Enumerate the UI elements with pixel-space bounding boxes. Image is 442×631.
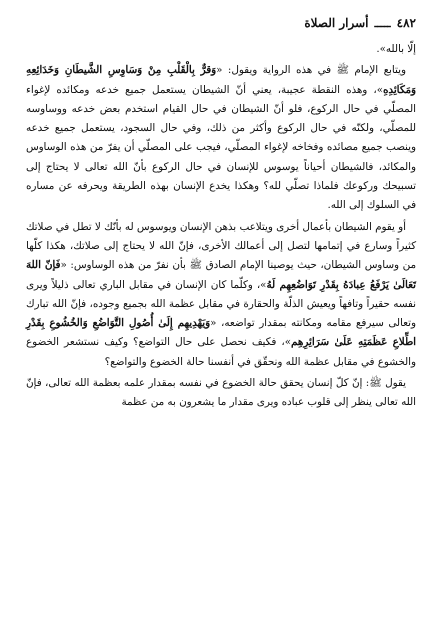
book-title: أسرار الصلاة [304,16,369,30]
page-header [26,14,416,32]
body-text: يقول ﷺ: إنّ كلّ إنسان يحقق حالة الخضوع في نفسه بمقدار علمه بعظمة الله تعالى، فإنّ الله تعالى ينظر إلى قلوب عباده ويرى مقدار ما يشعرون به من عظمة [26,377,416,409]
quote-text: وَقرٌّ بِالْقَلْبِ مِنْ وَسَاوِسِ الشَّيطَانِ وَخَدَائِعِهِ وَمَكَائِدِهِ [26,64,416,96]
paragraph [26,218,416,372]
body-text: »، وكلّما كان الإنسان في مقابل الباري تعالى ذليلاً ويرى نفسه حقيراً وتافهاً ويعيش الذلّة والحقارة في مقابل عظمة الله بجميع وجوده، فإنّ الله تبارك وتعالى سيرفع مقامه ومكانته بمقدار تواضعه، « [26,278,416,330]
page-body [26,40,416,623]
body-text: »، فكيف نحصل على حال التواضع؟ وكيف نستشعر الخضوع والخشوع في مقابل عظمة الله ونحقّق في أنفسنا حالة الخضوع والتواضع؟ [26,336,416,368]
body-text: إلّا بالله». [376,43,416,55]
body-text: أو يقوم الشيطان بأعمال أخرى ويتلاعب بذهن الإنسان ويوسوس له بأنّك لا تطل في صلاتك كثيراً وسارع في إتمامها لتصل إلى أعمالك الأخرى، فإنّ الله لا يحتاج إلى صلاتك، هكذا كلّها من وساوس الشيطان، حيث يوصينا الإمام الصادق ﷺ بأن نفرّ من هذه الوساوس: « [26,220,416,272]
body-text: »، وهذه النقطة عجيبة، يعني أنّ الشيطان يستعمل جميع خدعه ومكائده لإغواء المصلّي في حال الركوع، فلو أنّ الشيطان في حال القيام استخدم بعض خدعه ووساوسه للمصلّي، ولكنّه في حال الركوع وأكثر من ذلك، وفي حال السجود، يستعمل جميع خدعه وينصب جميع مصائده وفخاخه لإغواء المصلّي، فيجب على المصلّي أن يفرّ من هذه الوساوس والمكائد، فالشيطان أحياناً يوسوس للإنسان في حال الركوع بأنّ الله تعالى لا يحتاج إلى تسبيحك وركوعك فلماذا تصلّي لله؟ وهكذا يخدع الإنسان بهذه الطريقة ويحرفه عن مساره في السلوك إلى الله. [26,83,416,212]
paragraph [26,40,416,59]
header-separator: ـــــ [374,16,391,30]
quote-text: فَإنّ اللهَ تَعَالَىٰ يَرْفَعُ عِبادَهُ بِقَدْرِ تَوَاضُعِهِم لَهُ [26,259,416,291]
paragraph [26,61,416,215]
quote-text: وَيَهْدِيهِم إِلَىٰ أُصُولِ التَّوَاضُعِ وَالخُشُوعِ بِقَدْرِ اطِّلاعِ عَظَمَتِهِ عَلَىٰ سَرَائِرِهِم [26,317,417,349]
body-text: ويتابع الإمام ﷺ في هذه الرواية ويقول: « [216,64,406,77]
page-number: ٤٨٢ [396,16,416,30]
paragraph [26,374,416,413]
